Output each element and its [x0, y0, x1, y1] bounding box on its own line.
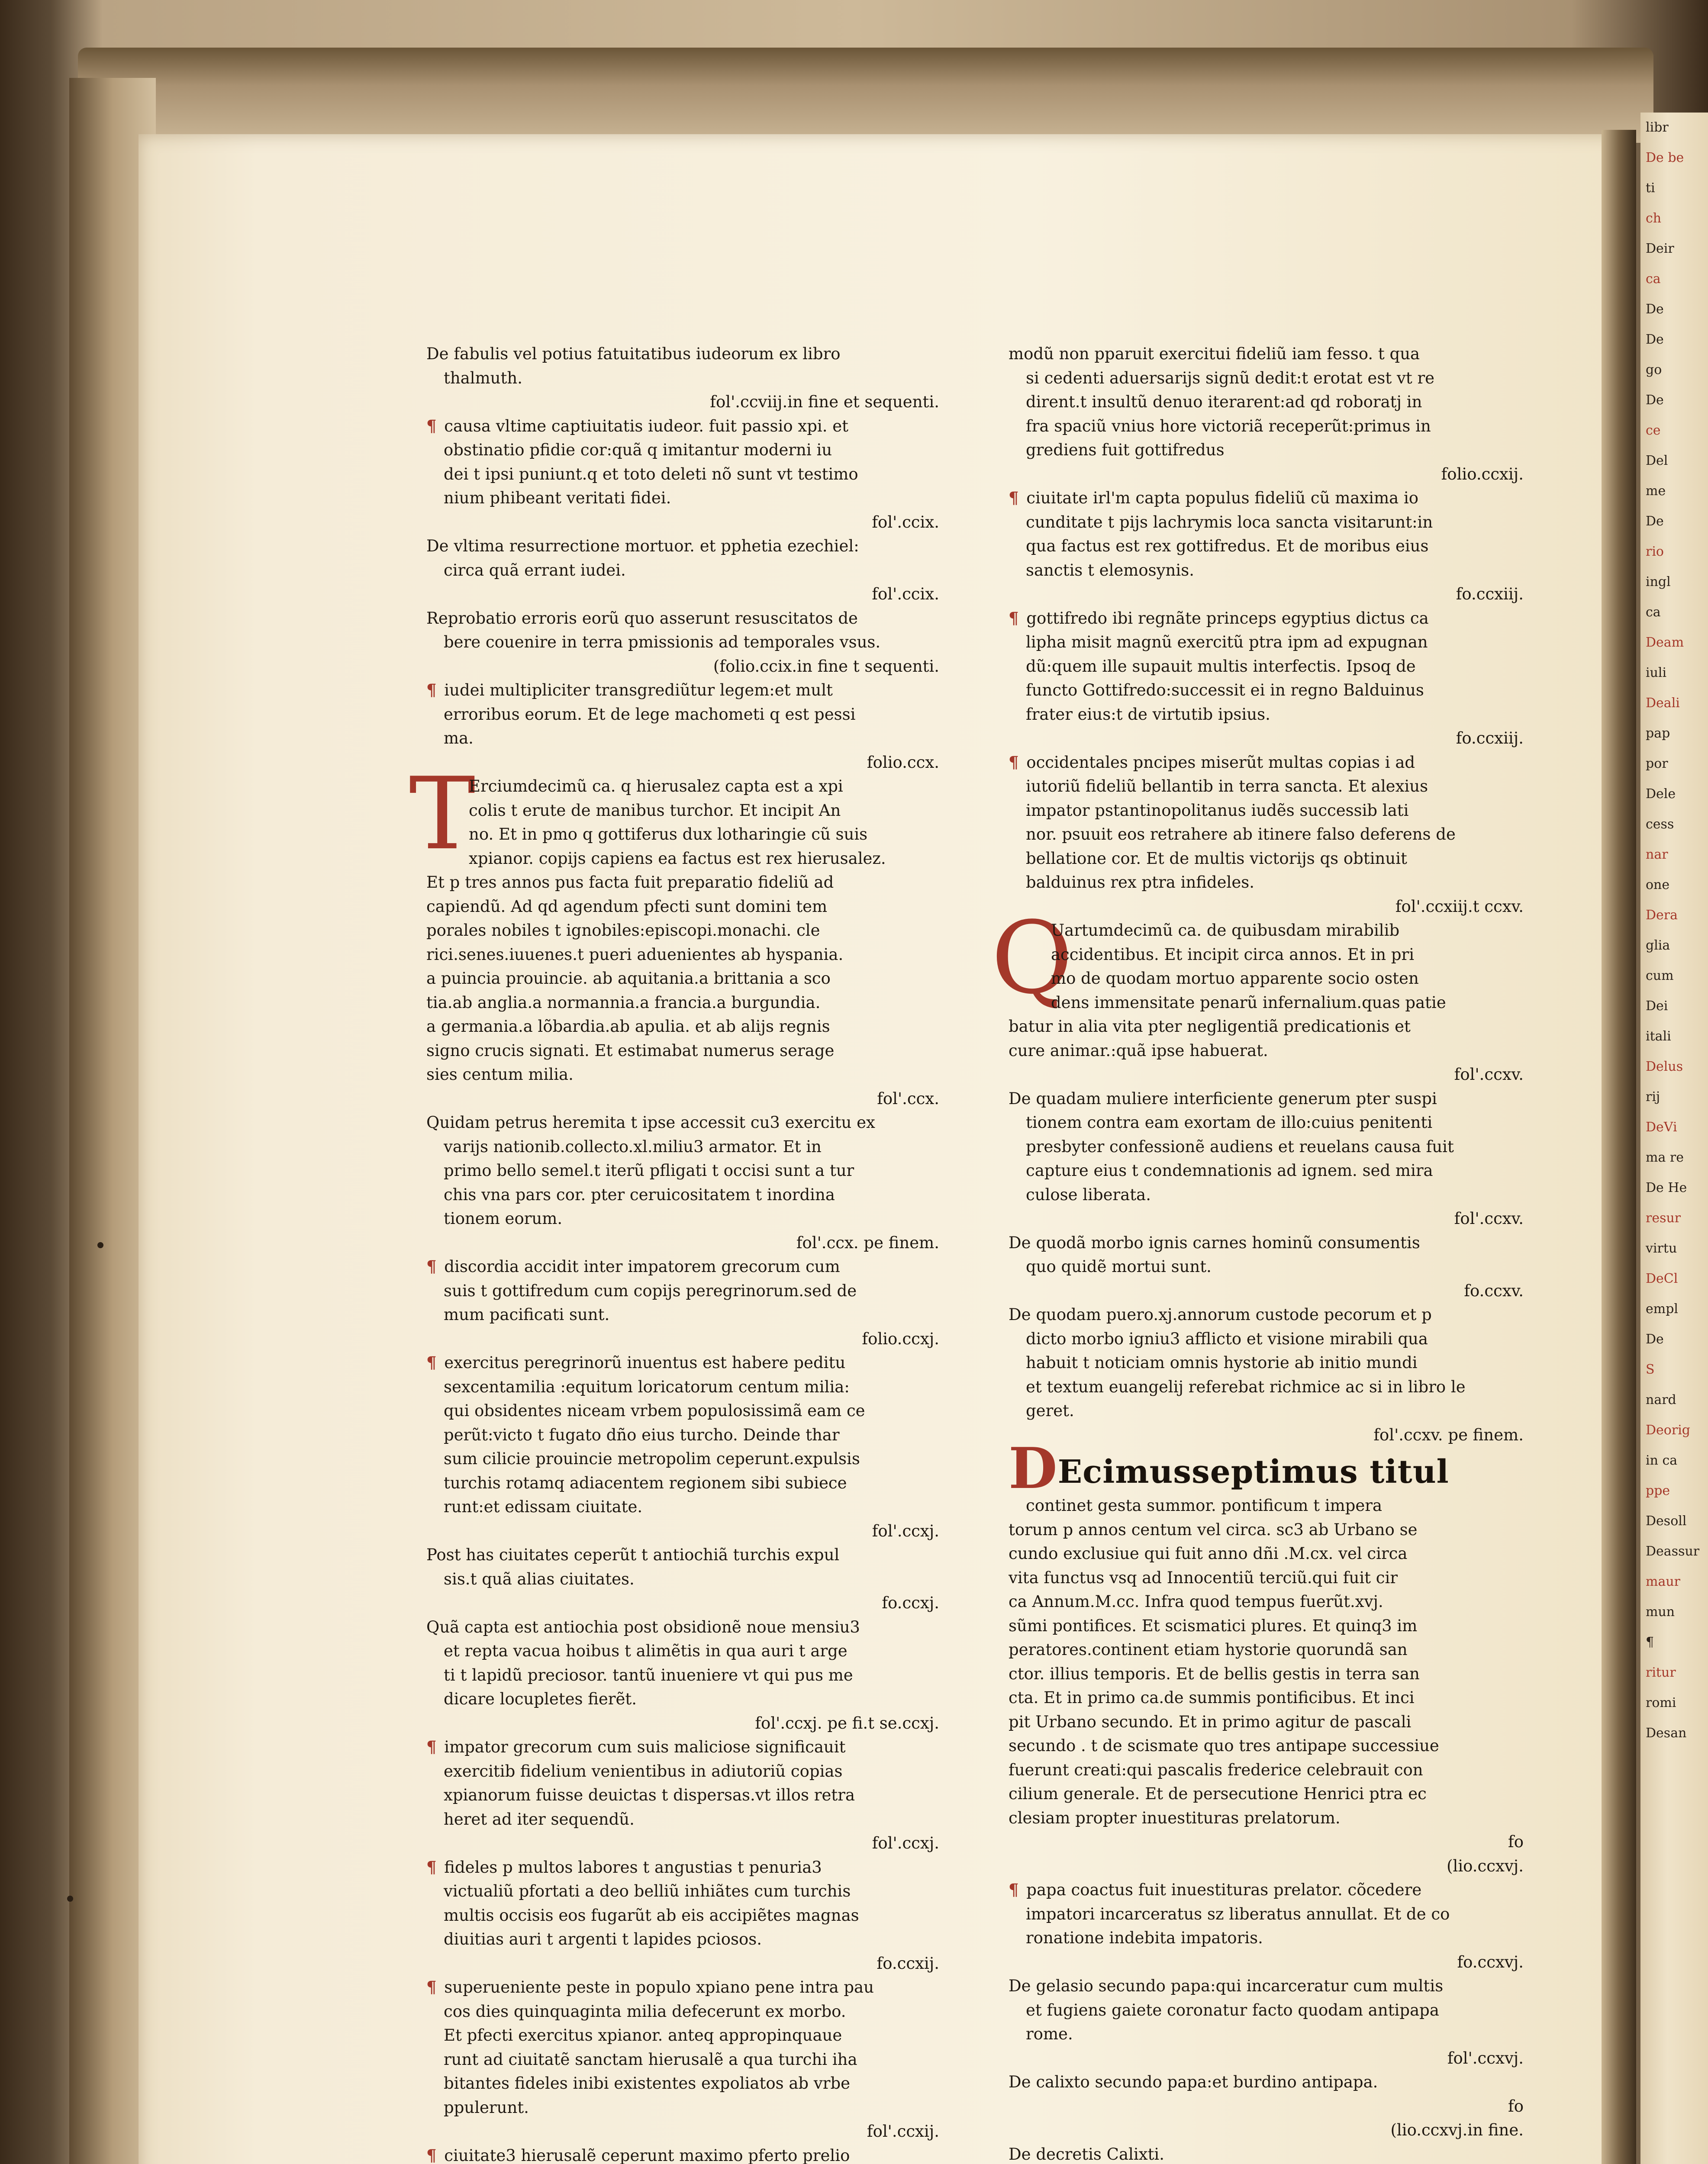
next-page-edge — [1640, 113, 1708, 2164]
entry-line: exercitib fidelium venientibus in adiutoriũ copias — [444, 1761, 843, 1781]
entry-line: De quodã morbo ignis carnes hominũ consumentis — [1009, 1233, 1420, 1252]
entry-line: habuit t noticiam omnis hystorie ab initio mundi — [1026, 1353, 1418, 1372]
next-page-fragment: Dei — [1646, 998, 1668, 1014]
index-entry — [426, 342, 944, 414]
index-entry — [1009, 1974, 1528, 2070]
entry-line: suis t gottifredum cum copijs peregrinorum.sed de — [444, 1281, 857, 1300]
entry-line: turchis rotamq adiacentem regionem sibi subiece — [444, 1473, 847, 1492]
next-page-fragment: rio — [1646, 544, 1664, 559]
entry-line: fol'.ccxv. pe finem. — [1373, 1425, 1524, 1444]
entry-line: fo.ccxiij. — [1456, 729, 1524, 747]
title-body-line: ca Annum.M.cc. Infra quod tempus fuerũt.xvj. — [1009, 1592, 1383, 1611]
next-page-fragment: one — [1646, 877, 1670, 892]
entry-line: tionem eorum. — [444, 1209, 563, 1228]
entry-line: quo quidẽ mortui sunt. — [1026, 1257, 1212, 1276]
title-body-line: pit Urbano secundo. Et in primo agitur de pascali — [1009, 1712, 1412, 1731]
index-entry — [426, 2144, 944, 2164]
title-body-line: cta. Et in primo ca.de summis pontificibus. Et inci — [1009, 1688, 1415, 1707]
entry-line: functo Gottifredo:successit ei in regno Balduinus — [1026, 681, 1424, 699]
index-entry — [1009, 1878, 1528, 1974]
entry-line: iutoriũ fideliũ bellantib in terra sancta. Et alexius — [1026, 777, 1428, 795]
next-page-fragment: glia — [1646, 938, 1670, 953]
right-text-column — [991, 342, 1528, 2164]
next-page-fragment: ca — [1646, 605, 1661, 620]
entry-line: cos dies quinquaginta milia defecerunt ex morbo. — [444, 2002, 846, 2021]
entry-line: erroribus eorum. Et de lege machometi q est pessi — [444, 705, 856, 724]
chapter-line: Et p tres annos pus facta fuit preparatio fideliũ ad — [426, 873, 834, 892]
entry-line: fo.ccxiij. — [1456, 585, 1524, 603]
next-page-fragment: empl — [1646, 1301, 1678, 1317]
chapter-line: a germania.a lõbardia.ab apulia. et ab alijs regnis — [426, 1017, 830, 1036]
index-entry — [1009, 486, 1528, 606]
entry-line: lipha misit magnũ exercitũ ptra ipm ad expugnan — [1026, 633, 1428, 651]
index-entry — [426, 1855, 944, 1976]
entry-line: bere couenire in terra pmissionis ad temporales vsus. — [444, 633, 881, 651]
entry-line: Quidam petrus heremita t ipse accessit cu3 exercitu ex — [426, 1113, 875, 1132]
next-page-fragment: nar — [1646, 847, 1668, 862]
entry-line: ¶ discordia accidit inter impatorem grecorum cum — [426, 1257, 840, 1276]
next-page-fragment: DeVi — [1646, 1120, 1677, 1135]
entry-line: nium phibeant veritati fidei. — [444, 489, 671, 507]
entry-line: bellatione cor. Et de multis victorijs qs obtinuit — [1026, 849, 1407, 868]
entry-line: primo bello semel.t iterũ pfligati t occisi sunt a tur — [444, 1161, 854, 1180]
entry-line: grediens fuit gottifredus — [1026, 441, 1225, 459]
index-entry — [426, 1255, 944, 1351]
next-page-fragment: resur — [1646, 1211, 1681, 1226]
next-page-fragment: cum — [1646, 968, 1674, 983]
next-page-fragment: De — [1646, 393, 1664, 408]
index-entry — [1009, 2070, 1528, 2142]
next-page-fragment: nard — [1646, 1392, 1676, 1407]
next-page-fragment: por — [1646, 756, 1668, 771]
next-page-fragment: DeCl — [1646, 1271, 1678, 1286]
next-page-fragment: De — [1646, 332, 1664, 347]
next-page-fragment: ingl — [1646, 574, 1671, 589]
index-entry — [1009, 342, 1528, 486]
entry-line: sanctis t elemosynis. — [1026, 560, 1194, 580]
next-page-fragment: ¶ — [1646, 1635, 1654, 1650]
next-page-fragment: romi — [1646, 1695, 1676, 1710]
chapter-line: Uartumdecimũ ca. de quibusdam mirabilib — [1051, 921, 1400, 940]
entry-line: et fugiens gaiete coronatur facto quodam antipapa — [1026, 2000, 1439, 2019]
entry-line: mum pacificati sunt. — [444, 1305, 610, 1324]
entry-line: ¶ papa coactus fuit inuestituras prelator. cõcedere — [1009, 1880, 1422, 1899]
entry-line: fol'.ccxv. — [1454, 1209, 1524, 1228]
index-entry — [426, 1735, 944, 1855]
entry-line: impatori incarceratus sz liberatus annullat. Et de co — [1026, 1904, 1450, 1923]
index-entry — [426, 1975, 944, 2144]
decorated-initial: Q — [991, 901, 1073, 1016]
entry-line: fo — [1508, 2096, 1524, 2116]
entry-line: modũ non pparuit exercitui fideliũ iam fesso. t qua — [1009, 345, 1420, 363]
next-page-fragment: Desoll — [1646, 1514, 1687, 1529]
entry-line: dei t ipsi puniunt.q et toto deleti nõ sunt vt testimo — [444, 464, 858, 483]
index-entry — [426, 1111, 944, 1255]
entry-line: fol'.ccxj. pe fi.t se.ccxj. — [755, 1713, 939, 1732]
chapter-line: capiendũ. Ad qd agendum pfecti sunt domini tem — [426, 897, 828, 916]
next-page-fragment: De — [1646, 302, 1664, 317]
entry-line: nor. psuuit eos retrahere ab itinere falso deferens de — [1026, 825, 1456, 844]
title-body-line: clesiam propter inuestituras prelatorum. — [1009, 1808, 1341, 1827]
heading-initial: D — [1009, 1435, 1058, 1501]
next-page-fragment: Deali — [1646, 696, 1680, 711]
decorated-initial: T — [409, 757, 476, 872]
index-entry — [1009, 1231, 1528, 1303]
entry-line: frater eius:t de virtutib ipsius. — [1026, 705, 1270, 724]
next-page-fragment: Dele — [1646, 786, 1676, 802]
next-page-fragment: Desan — [1646, 1726, 1687, 1741]
title-body-line: secundo . t de scismate quo tres antipape successiue — [1009, 1736, 1439, 1755]
entry-line: Quã capta est antiochia post obsidionẽ noue mensiu3 — [426, 1617, 860, 1636]
entry-line: multis occisis eos fugarũt ab eis accipiẽtes magnas — [444, 1906, 859, 1925]
index-entry — [426, 678, 944, 774]
entry-line: fol'.ccx. pe finem. — [796, 1233, 939, 1252]
entry-line: fol'.ccix. — [872, 585, 939, 603]
entry-line: fol'.ccxij. — [867, 2122, 939, 2141]
entry-line: Post has ciuitates ceperũt t antiochiã turchis expul — [426, 1546, 840, 1564]
chapter-line: sies centum milia. — [426, 1065, 574, 1084]
entry-line: fol'.ccxj. — [872, 1834, 939, 1852]
entry-line: capture eius t condemnationis ad ignem. sed mira — [1026, 1161, 1433, 1180]
title-body-line: (lio.ccxvj. — [1447, 1856, 1524, 1875]
entry-line: geret. — [1026, 1401, 1074, 1420]
next-page-fragment: S — [1646, 1362, 1655, 1377]
next-page-fragment: Deorig — [1646, 1423, 1691, 1438]
next-page-fragment: ca — [1646, 271, 1661, 287]
entry-line: ¶ exercitus peregrinorũ inuentus est habere peditu — [426, 1353, 846, 1372]
entry-line: De calixto secundo papa:et burdino antipapa. — [1009, 2073, 1378, 2091]
entry-line: circa quã errant iudei. — [444, 560, 626, 580]
entry-line: sis.t quã alias ciuitates. — [444, 1569, 635, 1588]
entry-line: fo.ccxj. — [882, 1594, 939, 1612]
entry-line: qua factus est rex gottifredus. Et de moribus eius — [1026, 537, 1429, 555]
entry-line: ¶ iudei multipliciter transgrediũtur legem:et mult — [426, 680, 833, 699]
entry-line: ma. — [444, 729, 474, 747]
entry-line: dicare locupletes fierẽt. — [444, 1690, 637, 1708]
next-page-fragment: Delus — [1646, 1059, 1683, 1074]
entry-line: si cedenti aduersarijs signũ dedit:t erotat est vt re — [1026, 368, 1435, 387]
binding-hole — [67, 1896, 73, 1902]
chapter-line: porales nobiles t ignobiles:episcopi.monachi. cle — [426, 921, 820, 940]
next-page-fragment: Del — [1646, 453, 1668, 468]
next-page-fragment: itali — [1646, 1029, 1671, 1044]
title-body — [1009, 1494, 1528, 1878]
chapter-line: rici.senes.iuuenes.t pueri aduenientes ab hyspania. — [426, 945, 844, 964]
entry-line: ¶ fideles p multos labores t angustias t penuria3 — [426, 1857, 822, 1877]
title-heading — [1009, 1435, 1528, 1501]
entry-line: folio.ccxij. — [1441, 464, 1524, 483]
chapter-line: fol'.ccx. — [877, 1089, 939, 1108]
chapter-line: cure animar.:quã ipse habuerat. — [1009, 1041, 1268, 1060]
title-body-line: torum p annos centum vel circa. sc3 ab Urbano se — [1009, 1520, 1418, 1539]
next-page-fragment: De He — [1646, 1180, 1687, 1195]
entry-line: impator pstantinopolitanus iudẽs successib lati — [1026, 801, 1409, 820]
chapter-line: accidentibus. Et incipit circa annos. Et in pri — [1051, 945, 1415, 964]
chapter-line: batur in alia vita pter negligentiã predicationis et — [1009, 1017, 1411, 1036]
next-page-fragment: virtu — [1646, 1241, 1677, 1256]
entry-line: et textum euangelij referebat richmice ac si in libro le — [1026, 1377, 1466, 1396]
index-entry — [426, 414, 944, 535]
entry-line: folio.ccx. — [867, 753, 939, 772]
entry-line: xpianorum fuisse deuictas t dispersas.vt illos retra — [444, 1786, 855, 1804]
next-page-fragment: libr — [1646, 120, 1669, 135]
next-page-fragment: Deassur — [1646, 1544, 1700, 1559]
entry-line: balduinus rex ptra infideles. — [1026, 873, 1255, 892]
next-page-fragment: De — [1646, 1332, 1664, 1347]
entry-line: De fabulis vel potius fatuitatibus iudeorum ex libro — [426, 345, 841, 363]
chapter-line: dens immensitate penarũ infernalium.quas patie — [1051, 993, 1446, 1012]
entry-line: ¶ ciuitate3 hierusalẽ ceperunt maximo pferto prelio — [426, 2145, 850, 2164]
entry-line: ¶ gottifredo ibi regnãte princeps egyptius dictus ca — [1009, 608, 1429, 628]
entry-line: bitantes fideles inibi existentes expoliatos ab vrbe — [444, 2074, 851, 2093]
index-entry — [1009, 1087, 1528, 1231]
chapter-line: signo crucis signati. Et estimabat numerus serage — [426, 1041, 835, 1060]
binding-hole — [97, 1242, 103, 1248]
title-body-line: cilium generale. Et de persecutione Henrici ptra ec — [1009, 1784, 1427, 1803]
entry-line: dicto morbo igniu3 afflicto et visione mirabili qua — [1026, 1329, 1428, 1348]
index-entry — [426, 1543, 944, 1615]
gutter-shadow — [1602, 130, 1636, 2164]
entry-line: sum cilicie prouincie metropolim ceperunt.expulsis — [444, 1449, 860, 1468]
next-page-fragment: ma re — [1646, 1150, 1684, 1165]
entry-line: fol'.ccviij.in fine et sequenti. — [710, 393, 939, 411]
chapter-line: xpianor. copijs capiens ea factus est rex hierusalez. — [469, 849, 886, 868]
index-entry — [426, 606, 944, 679]
entry-line: fol'.ccix. — [872, 512, 939, 531]
entry-line: sexcentamilia :equitum loricatorum centum milia: — [444, 1377, 850, 1396]
entry-line: ronatione indebita impatoris. — [1026, 1929, 1263, 1947]
entry-line: ¶ superueniente peste in populo xpiano pene intra pau — [426, 1977, 874, 1997]
next-page-fragment: in ca — [1646, 1453, 1678, 1468]
entry-line: Et pfecti exercitus xpianor. anteq appropinquaue — [444, 2026, 842, 2045]
next-page-fragment: Dera — [1646, 908, 1678, 923]
entry-line: tionem contra eam exortam de illo:cuius penitenti — [1026, 1113, 1433, 1132]
entry-line: De decretis Calixti. — [1009, 2145, 1165, 2164]
next-page-fragment: cess — [1646, 817, 1674, 832]
entry-line: cunditate t pijs lachrymis loca sancta visitarunt:in — [1026, 512, 1433, 531]
index-entry — [426, 534, 944, 606]
entry-line: De quadam muliere interficiente generum pter suspi — [1009, 1089, 1437, 1108]
next-page-fragment: ce — [1646, 423, 1661, 438]
entry-line: fo.ccxvj. — [1457, 1952, 1524, 1971]
entry-line: culose liberata. — [1026, 1185, 1151, 1204]
next-page-fragment: pap — [1646, 726, 1670, 741]
entry-line: et repta vacua hoibus t alimẽtis in qua auri t arge — [444, 1642, 848, 1660]
index-entry — [1009, 750, 1528, 919]
entry-line: (lio.ccxvj.in fine. — [1390, 2121, 1524, 2139]
title-body-line: sũmi pontifices. Et scismatici plures. Et quinq3 im — [1009, 1616, 1418, 1635]
next-page-fragment: go — [1646, 362, 1662, 377]
index-entry — [426, 1615, 944, 1736]
title-body-line: ctor. illius temporis. Et de bellis gestis in terra san — [1009, 1664, 1420, 1683]
entry-line: De quodam puero.xj.annorum custode pecorum et p — [1009, 1305, 1432, 1324]
title-body-line: fuerunt creati:qui pascalis frederice celebrauit con — [1009, 1760, 1423, 1779]
entry-line: dũ:quem ille supauit multis interfectis. Ipsoq de — [1026, 657, 1416, 676]
next-page-fragment: ppe — [1646, 1483, 1670, 1498]
entry-line: rome. — [1026, 2025, 1073, 2043]
next-page-fragment: ritur — [1646, 1665, 1676, 1680]
index-entry — [1009, 2142, 1528, 2164]
entry-line: perũt:victo t fugato dño eius turcho. Deinde thar — [444, 1425, 840, 1444]
left-text-column — [409, 342, 944, 2164]
entry-line: Reprobatio erroris eorũ quo asserunt resuscitatos de — [426, 609, 858, 628]
title-body-line: continet gesta summor. pontificum t impera — [1026, 1496, 1382, 1515]
chapter-line: tia.ab anglia.a normannia.a francia.a burgundia. — [426, 993, 821, 1012]
entry-line: ¶ impator grecorum cum suis maliciose significauit — [426, 1737, 846, 1756]
next-page-fragment: maur — [1646, 1574, 1680, 1589]
cover-top-edge — [78, 48, 1653, 143]
entry-line: presbyter confessionẽ audiens et reuelans causa fuit — [1026, 1137, 1454, 1156]
title-body-line: cundo exclusiue qui fuit anno dñi .M.cx. vel circa — [1009, 1544, 1408, 1563]
entry-line: fol'.ccxj. — [872, 1521, 939, 1540]
title-body-line: peratores.continent etiam hystorie quorundã san — [1009, 1640, 1408, 1659]
chapter-line: fol'.ccxv. — [1454, 1065, 1524, 1084]
chapter-line: colis t erute de manibus turchor. Et incipit An — [469, 801, 841, 820]
entry-line: folio.ccxj. — [862, 1329, 939, 1348]
entry-line: (folio.ccix.in fine t sequenti. — [713, 657, 939, 676]
index-entry — [1009, 1303, 1528, 1447]
entry-line: dirent.t insultũ denuo iterarent:ad qd roboratj in — [1026, 393, 1422, 411]
entry-line: runt:et edissam ciuitate. — [444, 1497, 643, 1516]
entry-line: diuitias auri t argenti t lapides pciosos. — [444, 1930, 762, 1948]
entry-line: De gelasio secundo papa:qui incarceratur cum multis — [1009, 1977, 1444, 1995]
next-page-fragment: De — [1646, 514, 1664, 529]
next-page-fragment: iuli — [1646, 665, 1667, 680]
entry-line: thalmuth. — [444, 368, 522, 387]
entry-line: ti t lapidũ preciosor. tantũ inueniere vt qui pus me — [444, 1665, 853, 1684]
entry-line: ¶ occidentales pncipes miserũt multas copias i ad — [1009, 752, 1415, 772]
entry-line: qui obsidentes niceam vrbem populosissimã eam ce — [444, 1401, 865, 1420]
index-entry — [426, 1351, 944, 1543]
title-body-line: vita functus vsq ad Innocentiũ terciũ.qui fuit cir — [1009, 1568, 1398, 1587]
chapter-line: Erciumdecimũ ca. q hierusalez capta est a xpi — [469, 777, 843, 795]
entry-line: ¶ ciuitate irl'm capta populus fideliũ cũ maxima io — [1009, 488, 1419, 507]
entry-line: ¶ causa vltime captiuitatis iudeor. fuit passio xpi. et — [426, 416, 849, 435]
entry-line: heret ad iter sequendũ. — [444, 1810, 635, 1829]
title-body-line: fo — [1508, 1832, 1524, 1851]
entry-line: fo.ccxij. — [877, 1954, 939, 1973]
entry-line: fol'.ccxiij.t ccxv. — [1395, 897, 1524, 916]
chapter-line: mo de quodam mortuo apparente socio osten — [1051, 969, 1419, 988]
next-page-fragment: rij — [1646, 1089, 1660, 1105]
entry-line: fra spaciũ vnius hore victoriã receperũt:primus in — [1026, 416, 1431, 435]
entry-line: victualiũ pfortati a deo belliũ inhiãtes cum turchis — [444, 1882, 851, 1900]
chapter-line: no. Et in pmo q gottiferus dux lotharingie cũ suis — [469, 825, 868, 844]
next-page-fragment: me — [1646, 483, 1666, 499]
next-page-fragment: ch — [1646, 211, 1662, 226]
entry-line: runt ad ciuitatẽ sanctam hierusalẽ a qua turchi iha — [444, 2050, 857, 2069]
next-page-fragment: De be — [1646, 150, 1684, 165]
chapter-line: a puincia prouincie. ab aquitania.a brittania a sco — [426, 969, 831, 988]
next-page-fragment: Deam — [1646, 635, 1684, 650]
heading-text: Ecimusseptimus titul — [1057, 1453, 1449, 1491]
entry-line: obstinatio pfidie cor:quã q imitantur moderni iu — [444, 441, 832, 459]
entry-line: chis vna pars cor. pter ceruicositatem t inordina — [444, 1185, 835, 1204]
entry-line: fol'.ccxvj. — [1447, 2048, 1524, 2067]
entry-line: varijs nationib.collecto.xl.miliu3 armator. Et in — [444, 1137, 822, 1156]
next-page-fragment: mun — [1646, 1604, 1675, 1620]
next-page-fragment: Deir — [1646, 241, 1674, 256]
entry-line: fo.ccxv. — [1464, 1281, 1524, 1300]
index-entry — [1009, 606, 1528, 750]
entry-line: De vltima resurrectione mortuor. et pphetia ezechiel: — [426, 537, 859, 555]
next-page-fragment: ti — [1646, 180, 1655, 196]
entry-line: ppulerunt. — [444, 2098, 529, 2117]
